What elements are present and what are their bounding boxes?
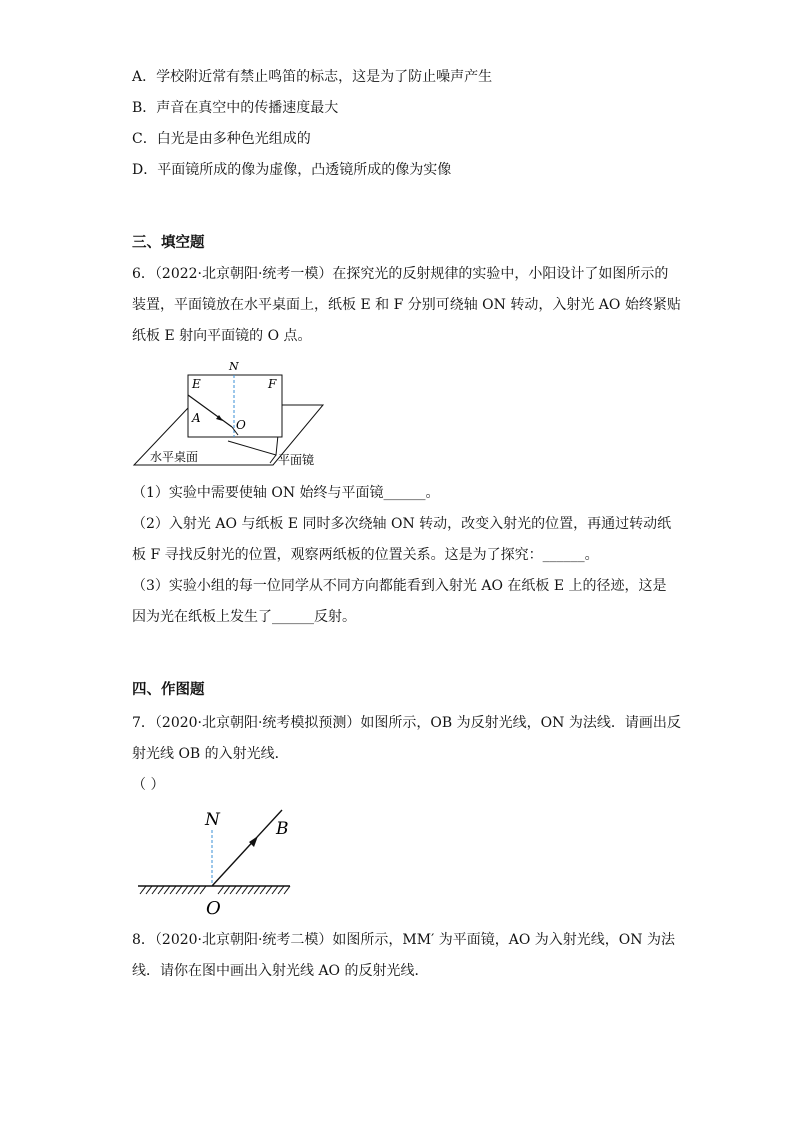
label-n: N bbox=[205, 810, 220, 830]
q6-subq-2-line-1: （2）入射光 AO 与纸板 E 同时多次绕轴 ON 转动，改变入射光的位置，再通过转动纸 bbox=[132, 516, 672, 532]
q6-subq-3-line-2: 因为光在纸板上发生了______反射。 bbox=[132, 609, 356, 625]
option-a: A．学校附近常有禁止鸣笛的标志，这是为了防止噪声产生 bbox=[132, 69, 493, 85]
q6-text-line-3: 纸板 E 射向平面镜的 O 点。 bbox=[132, 328, 312, 344]
option-b: B．声音在真空中的传播速度最大 bbox=[132, 100, 339, 116]
label-o: O bbox=[236, 418, 246, 432]
q7-text-line-1: 7．（2020·北京朝阳·统考模拟预测）如图所示，OB 为反射光线，ON 为法线．请画出反 bbox=[132, 715, 681, 731]
q6-text-line-2: 装置，平面镜放在水平桌面上，纸板 E 和 F 分别可绕轴 ON 转动，入射光 AO 始终紧贴 bbox=[132, 297, 681, 313]
label-b: B bbox=[276, 819, 289, 839]
option-c: C．白光是由多种色光组成的 bbox=[132, 131, 311, 147]
q7-answer-blank[interactable]: （ ） bbox=[132, 777, 165, 793]
label-table: 水平桌面 bbox=[150, 450, 199, 464]
q7-text-line-2: 射光线 OB 的入射光线． bbox=[132, 746, 289, 762]
reflected-ray-ob bbox=[212, 810, 282, 886]
label-a: A bbox=[192, 411, 201, 425]
q6-subq-3-line-1: （3）实验小组的每一位同学从不同方向都能看到入射光 AO 在纸板 E 上的径迹，这是 bbox=[132, 578, 667, 594]
option-d: D．平面镜所成的像为虚像，凸透镜所成的像为实像 bbox=[132, 162, 452, 178]
label-o: O bbox=[206, 898, 221, 919]
q7-reflection-figure bbox=[132, 800, 302, 920]
q6-subq-2-line-2: 板 F 寻找反射光的位置，观察两纸板的位置关系。这是为了探究：______。 bbox=[132, 547, 599, 563]
q6-text-line-1: 6．（2022·北京朝阳·统考一模）在探究光的反射规律的实验中，小阳设计了如图所示的 bbox=[132, 266, 669, 282]
q8-text-line-2: 线．请你在图中画出入射光线 AO 的反射光线． bbox=[132, 963, 429, 979]
q6-reflection-apparatus-figure bbox=[128, 355, 328, 470]
label-n: N bbox=[229, 360, 239, 373]
label-f: F bbox=[268, 377, 277, 391]
q8-text-line-1: 8．（2020·北京朝阳·统考二模）如图所示，MM′ 为平面镜，AO 为入射光线，ON 为法 bbox=[132, 932, 675, 948]
q6-subq-1: （1）实验中需要使轴 ON 始终与平面镜______。 bbox=[132, 485, 440, 501]
label-e: E bbox=[192, 377, 201, 391]
mirror-hatching bbox=[140, 886, 290, 894]
mirror-plane bbox=[220, 435, 278, 455]
section-heading-drawing: 四、作图题 bbox=[132, 682, 205, 698]
label-mirror: 平面镜 bbox=[278, 453, 315, 467]
section-heading-fill-blank: 三、填空题 bbox=[132, 235, 205, 251]
